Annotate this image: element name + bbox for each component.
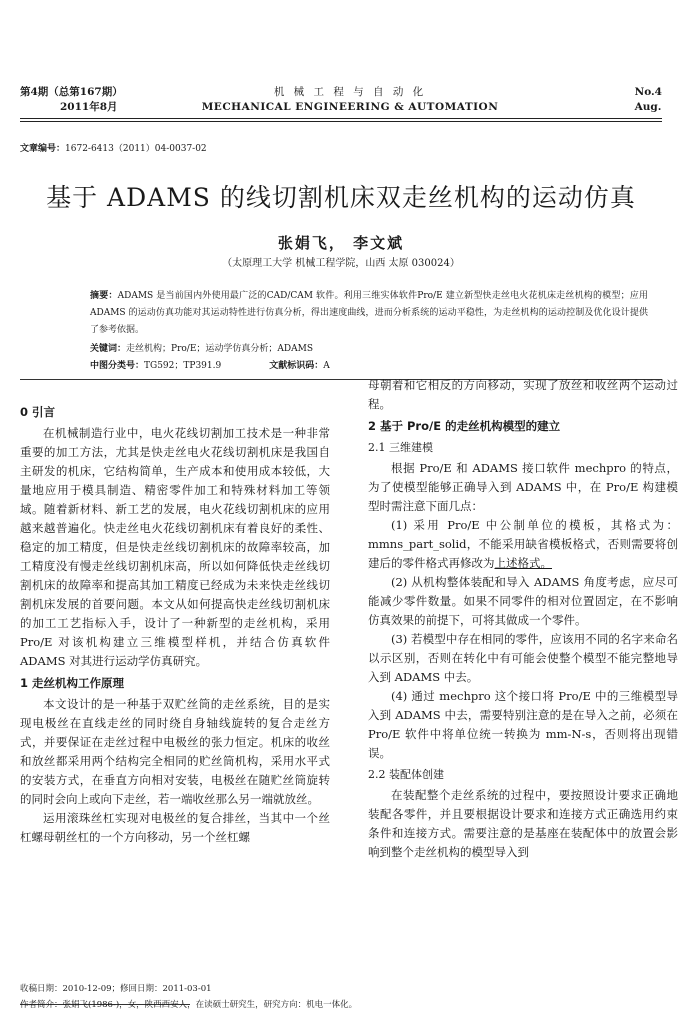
issue-info [20,85,123,115]
section-2-heading: 2 基于 Pro/E 的走丝机构模型的建立 [368,419,561,433]
header-rule-thin [20,121,662,122]
clc-label: 中图分类号： [90,361,145,371]
list-item-1 [368,516,678,573]
issue-month-en: Aug. [634,101,662,113]
received-date: 收稿日期：2010-12-09；修回日期：2011-03-01 [20,984,212,994]
doc-code-value: A [323,361,330,371]
right-column [368,376,678,862]
abstract-label: 摘要： [90,291,118,301]
journal-name [180,85,520,115]
abstract-text: ADAMS 是当前国内外使用最广泛的CAD/CAM 软件。利用三维实体软件Pro/E 建立新型快走丝电火花机床走丝机构的模型；应用ADAMS 的运动仿真功能对其运动特性进行仿真分析，得出速度曲线，进而分析系统的运动平稳性，为走丝机构的运动控制及优化设计提供了参考依据。 [90,291,648,335]
article-number-value: 1672-6413（2011）04-0037-02 [65,144,207,154]
section-2-2-paragraph: 在装配整个走丝系统的过程中，要按照设计要求正确地装配各零件，并且要根据设计要求和连接方式正确选用约束条件和连接方式。需要注意的是基座在装配体中的放置会影响到整个走丝机构的模型导入到 [368,788,678,859]
journal-name-cn: 机 械 工 程 与 自 动 化 [273,86,427,98]
article-number [20,141,207,154]
issue-no-en: No.4 [634,86,662,98]
issue-info-en [635,85,662,115]
left-column [20,400,330,847]
section-1-heading: 1 走丝机构工作原理 [20,676,125,690]
section-2-1-paragraph: 根据 Pro/E 和 ADAMS 接口软件 mechpro 的特点，为了使模型能够正确导入到 ADAMS 中，在 Pro/E 构建模型时需注意下面几点： [368,461,678,513]
issue-date: 2011年8月 [60,101,118,113]
article-number-label: 文章编号： [20,144,66,154]
list-item-1-underlined: 上述格式。 [494,556,552,570]
header-rule [20,118,662,119]
continued-paragraph: 母朝着和它相反的方向移动，实现了放丝和收丝两个运动过程。 [368,378,678,411]
clc-value: TG592；TP391.9 [144,361,222,371]
section-1-paragraph-2: 运用滚珠丝杠实现对电极丝的复合排丝，当其中一个丝杠螺母朝丝杠的一个方向移动，另一个丝杠螺 [20,811,330,844]
doc-code-label: 文献标识码： [269,361,324,371]
keywords-text: 走丝机构；Pro/E；运动学仿真分析；ADAMS [126,344,313,354]
abstract [90,288,648,339]
keywords-label: 关键词： [90,344,127,354]
affiliation: （太原理工大学 机械工程学院，山西 太原 030024） [222,258,460,269]
journal-name-en: MECHANICAL ENGINEERING & AUTOMATION [201,101,499,113]
authors: 张娟飞， 李文斌 [277,234,405,252]
keywords [90,341,648,354]
section-0-heading: 0 引言 [20,405,56,419]
section-1-paragraph-1: 本文设计的是一种基于双贮丝筒的走丝系统，目的是实现电极丝在直线走丝的同时绕自身轴线旋转的复合走丝方式，并要保证在走丝过程中电极丝的张力恒定。机床的收丝和放丝都采用两个结构完全相同的贮丝筒机构，采用水平式的安装方式，在垂直方向相对安装，电极丝在随贮丝筒旋转的同时会向上或向下走丝，若一端收丝那么另一端就放丝。 [20,697,330,806]
classification [90,358,330,371]
issue-number: 第4期（总第167期） [20,86,123,98]
list-item-2: (2) 从机构整体装配和导入 ADAMS 角度考虑，应尽可能减少零件数量。如果不同零件的相对位置固定，在不影响仿真效果的前提下，可将其做成一个零件。 [368,575,678,627]
author-bio: 作者简介：张娟飞(1986-)，女，陕西西安人，在读硕士研究生，研究方向：机电一体化。 [20,1000,358,1010]
section-0-paragraph: 在机械制造行业中，电火花线切割加工技术是一种非常重要的加工方法，尤其是快走丝电火花线切割机床是我国自主研发的机床，它结构简单，生产成本和使用成本较低，大量地应用于模具制造、精密零件加工和特殊材料加工等领域。随着新材料、新工艺的发展，电火花线切割机床的应用越来越普遍化。快走丝电火花线切割机床有着良好的柔性、稳定的加工精度，但是快走丝线切割机床的故障率较高，加工精度没有慢走丝线切割机床高，所以如何降低快走丝线切割机床的故障率和提高其加工精度已经成为未来快走丝线切割机床发展的首要问题。本文从如何提高快走丝线切割机床的加工工艺指标入手，设计了一种新型的走丝机构，采用 Pro/E 对该机构建立三维模型样机，并结合仿真软件 ADAMS 对其进行运动学仿真研究。 [20,426,330,668]
section-2-2-heading: 2.2 装配体创建 [368,768,444,781]
list-item-3: (3) 若模型中存在相同的零件，应该用不同的名字来命名以示区别，否则在转化中有可能会使整个模型不能完整地导入到 ADAMS 中去。 [368,632,678,684]
list-item-1-text: (1) 采用 Pro/E 中公制单位的模板，其格式为：mmns_part_solid，不能采用缺省模板格式，否则需要将创建后的零件格式再修改为 [368,518,678,570]
list-item-4: (4) 通过 mechpro 这个接口将 Pro/E 中的三维模型导入到 ADAMS 中去，需要特别注意的是在导入之前，必须在 Pro/E 软件中将单位统一转换为 mm-N-s，否则将出现错误。 [368,689,678,760]
section-2-1-heading: 2.1 三维建模 [368,441,433,454]
paper-title: 基于 ADAMS 的线切割机床双走丝机构的运动仿真 [46,183,636,212]
